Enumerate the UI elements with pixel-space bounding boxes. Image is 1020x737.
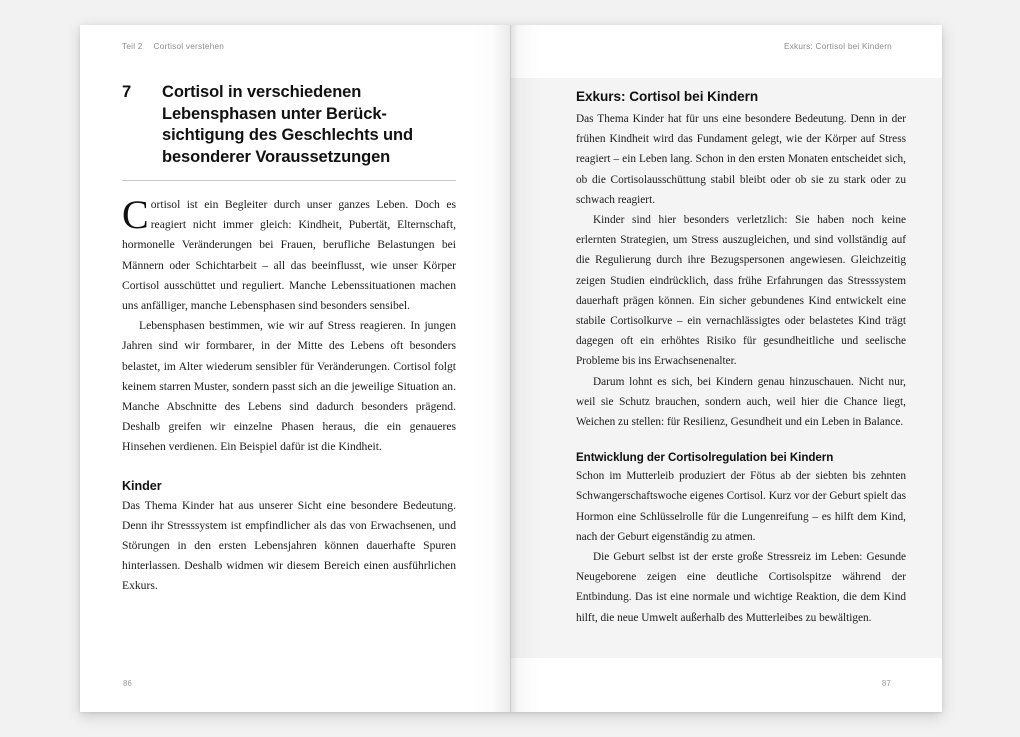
paragraph-opening-text: ortisol ist ein Begleiter durch unser ganzes Leben. Doch es reagiert nicht immer gleich: Kindheit, Pubertät, Elternschaft, hormonelle Veränderungen bei Frauen, berufliche Belastungen bei Männern oder Schichtarbeit – all das beeinflusst, wie unser Körper Cortisol ausschüttet und reguliert. Manche Lebenssituationen machen uns anfälliger, manche Lebensphasen sind besonders sensibel. bbox=[122, 198, 456, 313]
subheading-kinder: Kinder bbox=[122, 478, 162, 493]
excursus-subheading: Entwicklung der Cortisolregulation bei Kindern bbox=[576, 451, 834, 465]
paragraph-opening bbox=[122, 192, 456, 316]
paragraph-kinder: Das Thema Kinder hat aus unserer Sicht eine besondere Bedeutung. Denn ihr Stresssystem ist empfindlicher als das von Erwachsenen, und Störungen in den ersten Lebensjahren können dauerhafte Spuren hinterlassen. Deshalb widmen wir diesem Bereich einen ausführlichen Exkurs. bbox=[122, 498, 456, 593]
running-head-part-title: Cortisol verstehen bbox=[153, 42, 225, 51]
chapter-title-line-1: Cortisol in verschiedenen bbox=[162, 83, 362, 101]
drop-cap: C bbox=[122, 192, 149, 237]
right-page bbox=[511, 25, 942, 712]
chapter-heading bbox=[122, 82, 456, 168]
title-divider-rule bbox=[122, 180, 456, 181]
excursus-title: Exkurs: Cortisol bei Kindern bbox=[576, 89, 759, 104]
chapter-title-line-4: besonderer Voraussetzungen bbox=[162, 147, 391, 166]
chapter-title-line-3: sichtigung des Geschlechts und bbox=[162, 126, 413, 144]
chapter-title-line-2: Lebensphasen unter Berück- bbox=[162, 104, 387, 123]
left-text-column bbox=[122, 82, 456, 597]
paragraph-lebensphasen: Lebensphasen bestimmen, wie wir auf Stress reagieren. In jungen Jahren sind wir formbarer, in der Mitte des Lebens oft besonders belastet, im Alter wiederum sensibler für Veränderungen. Cortisol folgt keinem starren Muster, sondern passt sich an die jeweilige Situation an. Manche Abschnitte des Lebens sind dadurch besonders prägend. Deshalb greifen wir einzelne Phasen heraus, die ein genaueres Hinsehen verdienen. Ein Beispiel dafür ist die Kindheit. bbox=[122, 319, 456, 454]
book-spread bbox=[80, 25, 942, 712]
page-number-left: 86 bbox=[123, 679, 133, 688]
chapter-title bbox=[162, 82, 413, 168]
right-text-column bbox=[576, 89, 906, 628]
chapter-number: 7 bbox=[122, 83, 132, 101]
excursus-sub-paragraph-2: Die Geburt selbst ist der erste große Stressreiz im Leben: Gesunde Neugeborene zeigen eine deutliche Cortisolspitze während der Entbindung. Das ist eine normale und wichtige Reaktion, die dem Kind hilft, die neue Umwelt außerhalb des Mutterleibes zu bewältigen. bbox=[576, 551, 906, 624]
running-head-right: Exkurs: Cortisol bei Kindern bbox=[783, 42, 892, 51]
excursus-sub-paragraph-1: Schon im Mutterleib produziert der Fötus ab der siebten bis zehnten Schwangerschaftswoche eigenes Cortisol. Kurz vor der Geburt spielt das Hormon eine Schlüsselrolle für die Lungenreifung – es hilft dem Kind, nach der Geburt eigenständig zu atmen. bbox=[576, 470, 906, 543]
excursus-paragraph-3: Darum lohnt es sich, bei Kindern genau hinzuschauen. Nicht nur, weil sie Schutz brauchen, sondern auch, weil hier die Chance liegt, Weichen zu stellen: für Resilienz, Gesundheit und ein Leben in Balance. bbox=[576, 375, 906, 429]
page-number-right: 87 bbox=[881, 679, 891, 688]
running-head-part-section: Teil 2 bbox=[122, 42, 143, 51]
left-page bbox=[80, 25, 511, 712]
running-head-left bbox=[122, 42, 224, 51]
excursus-paragraph-1: Das Thema Kinder hat für uns eine besondere Bedeutung. Denn in der frühen Kindheit wird das Fundament gelegt, wie der Körper auf Stress reagiert – ein Leben lang. Schon in den ersten Monaten entscheidet sich, ob die Cortisolausschüttung stabil bleibt oder ob sie zu stark oder zu schwach reagiert. bbox=[576, 113, 906, 206]
excursus-paragraph-2: Kinder sind hier besonders verletzlich: Sie haben noch keine erlernten Strategien, um Stress auszugleichen, und sind vollständig auf die Regulierung durch ihre Bezugspersonen angewiesen. Gleichzeitig zeigen Studien eindrücklich, dass frühe Erfahrungen das Stresssystem dauerhaft prägen können. Ein sicher gebundenes Kind entwickelt eine stabile Cortisolkurve – ein vernachlässigtes oder belastetes Kind trägt dagegen oft ein erhöhtes Risiko für gesundheitliche und seelische Probleme bis ins Erwachsenenalter. bbox=[576, 214, 906, 368]
